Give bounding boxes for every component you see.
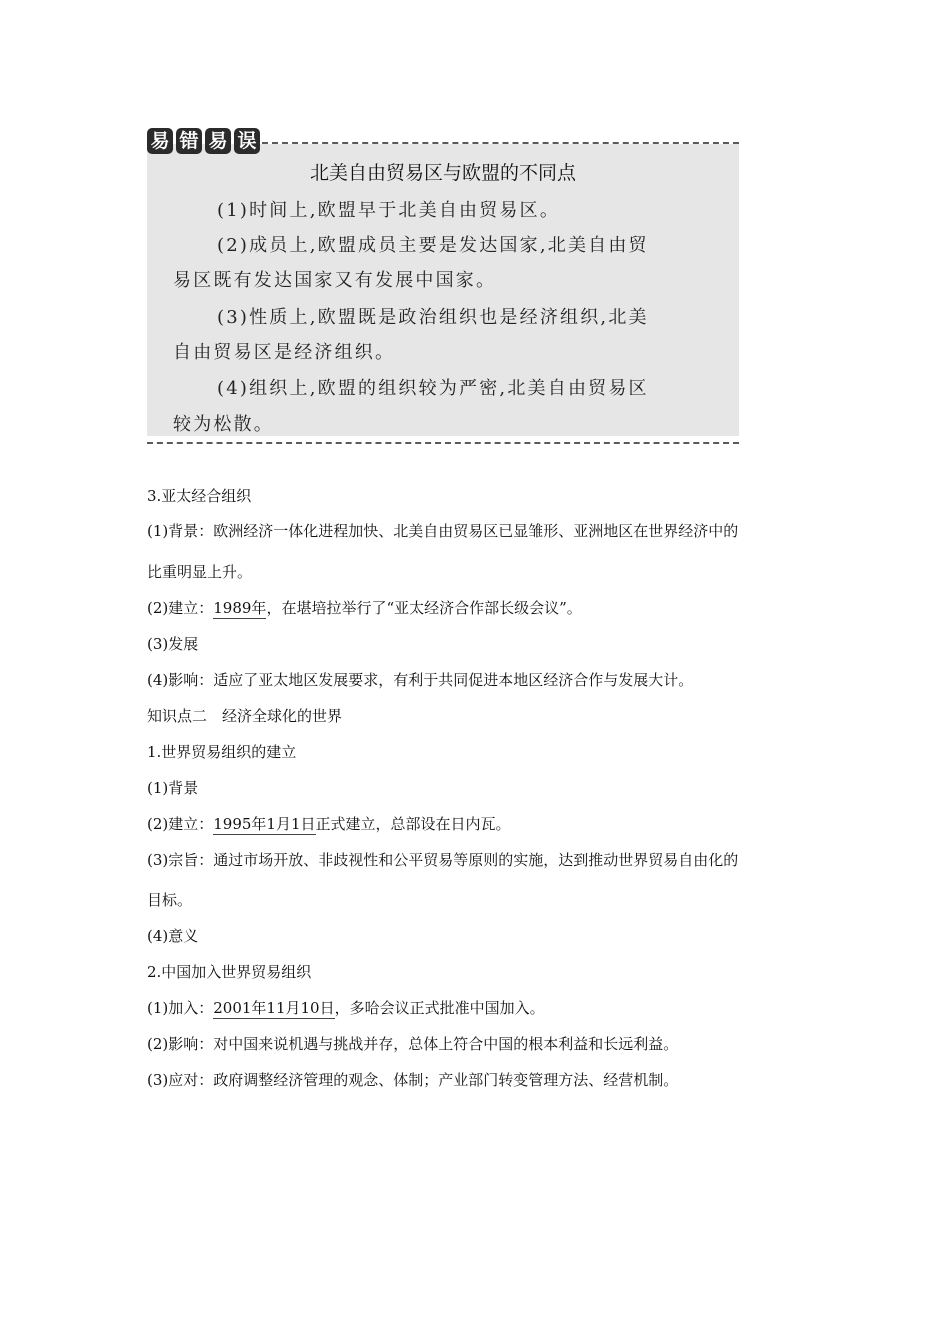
callout-tag-char: 易 [205, 128, 231, 154]
paragraph-line [147, 997, 545, 1018]
paragraph-line: (1)背景：欧洲经济一体化进程加快、北美自由贸易区已显雏形、亚洲地区在世界经济中的 [147, 522, 739, 540]
callout-line: (4)组织上,欧盟的组织较为严密,北美自由贸易区 [217, 378, 649, 399]
error-prone-callout [147, 128, 739, 446]
paragraph-text: (2)建立： [147, 599, 214, 617]
paragraph-line [147, 813, 511, 834]
callout-top-dashed-border [262, 142, 739, 144]
callout-line: 较为松散。 [173, 414, 274, 435]
paragraph-line: (3)发展 [147, 635, 199, 653]
paragraph-line [147, 597, 582, 618]
paragraph-text: (2)建立： [147, 815, 214, 833]
paragraph-line: 目标。 [147, 891, 193, 909]
callout-line: (2)成员上,欧盟成员主要是发达国家,北美自由贸 [217, 235, 649, 256]
paragraph-line: (3)应对：政府调整经济管理的观念、体制；产业部门转变管理方法、经营机制。 [147, 1071, 679, 1089]
callout-tag [147, 128, 260, 158]
paragraph-text: ，在堪培拉举行了“亚太经济合作部长级会议”。 [266, 599, 582, 617]
underlined-key-term: 1995年1月1日 [213, 815, 316, 833]
callout-title: 北美自由贸易区与欧盟的不同点 [309, 162, 576, 184]
callout-bottom-dashed-border [147, 442, 739, 444]
section-heading-apec: 3.亚太经合组织 [147, 487, 252, 505]
callout-line: (3)性质上,欧盟既是政治组织也是经济组织,北美 [217, 307, 649, 328]
paragraph-text: ，多哈会议正式批准中国加入。 [334, 999, 545, 1017]
callout-tag-char: 误 [234, 128, 260, 154]
paragraph-line: 比重明显上升。 [147, 563, 253, 581]
paragraph-line: (3)宗旨：通过市场开放、非歧视性和公平贸易等原则的实施，达到推动世界贸易自由化的 [147, 851, 739, 869]
paragraph-line: (4)影响：适应了亚太地区发展要求，有利于共同促进本地区经济合作与发展大计。 [147, 671, 694, 689]
underlined-key-term: 1989年 [213, 599, 267, 617]
paragraph-text: (1)加入： [147, 999, 214, 1017]
paragraph-line: (1)背景 [147, 779, 199, 797]
knowledge-point-heading: 知识点二 经济全球化的世界 [147, 707, 343, 725]
callout-line: 易区既有发达国家又有发展中国家。 [173, 270, 497, 291]
paragraph-line: (2)影响：对中国来说机遇与挑战并存，总体上符合中国的根本利益和长远利益。 [147, 1035, 679, 1053]
section-heading-china-wto: 2.中国加入世界贸易组织 [147, 963, 312, 981]
section-heading-wto: 1.世界贸易组织的建立 [147, 743, 297, 761]
callout-line: (1)时间上,欧盟早于北美自由贸易区。 [217, 200, 561, 221]
underlined-key-term: 2001年11月10日 [213, 999, 335, 1017]
callout-tag-char: 易 [147, 128, 173, 154]
paragraph-text: 正式建立，总部设在日内瓦。 [315, 815, 511, 833]
paragraph-line: (4)意义 [147, 927, 199, 945]
callout-tag-char: 错 [176, 128, 202, 154]
callout-line: 自由贸易区是经济组织。 [173, 342, 396, 363]
